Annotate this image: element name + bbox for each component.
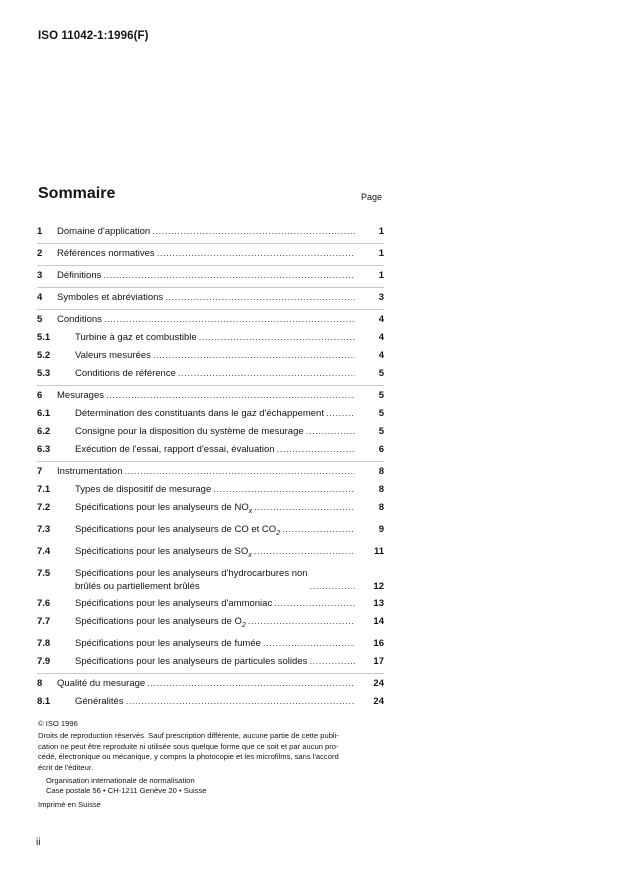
toc-entry-title-line: Spécifications pour les analyseurs d'hydrocarbures non bbox=[75, 567, 308, 579]
dot-leader bbox=[126, 693, 355, 711]
dot-leader bbox=[310, 580, 355, 593]
toc-entry-leader-group bbox=[75, 347, 358, 365]
toc-entry-title bbox=[57, 387, 104, 405]
toc-entry-title bbox=[75, 613, 246, 635]
page-number: ii bbox=[36, 837, 41, 848]
toc-entry bbox=[37, 347, 384, 365]
toc-entry-leader-group bbox=[75, 693, 358, 711]
toc-entry-leader-group bbox=[75, 521, 358, 543]
toc-entry-number: 8.1 bbox=[37, 695, 51, 707]
toc-entry-number: 6.3 bbox=[37, 444, 51, 455]
toc-entry-number: 8 bbox=[37, 677, 43, 689]
toc-entry-number: 5.2 bbox=[37, 350, 51, 361]
dot-leader bbox=[147, 675, 355, 693]
toc-entry-leader-group bbox=[57, 311, 358, 329]
toc-entry-title-text: Consigne pour la disposition du système de mesurage bbox=[75, 426, 304, 437]
toc-entry-title bbox=[75, 653, 307, 671]
toc-entry-title bbox=[57, 267, 101, 285]
toc-entry-title bbox=[75, 481, 211, 499]
toc-entry-page: 17 bbox=[373, 655, 384, 667]
toc-entry-title bbox=[75, 521, 280, 543]
dot-leader bbox=[248, 613, 355, 631]
toc-entry-number: 7.8 bbox=[37, 637, 51, 649]
toc-entry-number: 5.3 bbox=[37, 368, 51, 379]
toc-entry-title-text: Domaine d'application bbox=[57, 226, 151, 237]
toc-entry-number: 6.2 bbox=[37, 426, 51, 437]
copyright-block bbox=[38, 719, 388, 810]
toc-entry-leader-group bbox=[57, 223, 358, 241]
toc-entry-title-line: brûlés ou partiellement brûlés bbox=[75, 580, 200, 592]
toc-entry-page: 9 bbox=[378, 523, 384, 535]
toc-entry-title bbox=[57, 289, 163, 307]
rights-line: Droits de reproduction réservés. Sauf prescription différente, aucune partie de cette publi- bbox=[38, 731, 339, 741]
dot-leader bbox=[152, 223, 355, 241]
toc-entry-title-text: Généralités bbox=[75, 695, 124, 707]
toc-entry-title-text: Références normatives bbox=[57, 248, 155, 259]
toc-entry-leader-group bbox=[75, 653, 358, 671]
toc-entry-number: 7.1 bbox=[37, 484, 51, 495]
toc-entry bbox=[37, 311, 384, 329]
toc-entry-number: 3 bbox=[37, 270, 43, 281]
toc-entry-page: 8 bbox=[378, 484, 384, 495]
rights-line: cédé, électronique ou mécanique, y compris la photocopie et les microfilms, sans l'accord bbox=[38, 752, 339, 762]
toc-entry bbox=[37, 565, 384, 595]
copyright-symbol-line: © ISO 1996 bbox=[38, 719, 78, 728]
toc-entry bbox=[37, 463, 384, 481]
toc-entry-title bbox=[75, 543, 252, 565]
toc-entry bbox=[37, 481, 384, 499]
toc-entry-title bbox=[75, 693, 124, 711]
toc-entry-number: 6.1 bbox=[37, 408, 51, 419]
toc-entry-leader-group bbox=[75, 543, 358, 565]
toc-entry-title-text: Qualité du mesurage bbox=[57, 677, 146, 689]
toc-entry-number: 7.2 bbox=[37, 502, 51, 513]
toc-entry-number: 7 bbox=[37, 466, 43, 477]
toc-entry-title-text: Spécifications pour les analyseurs de NO bbox=[75, 502, 249, 513]
toc-entry bbox=[37, 423, 384, 441]
toc-entry-title-text: Symboles et abréviations bbox=[57, 292, 164, 303]
chemical-subscript: 2 bbox=[276, 529, 281, 537]
toc-entry-page: 8 bbox=[378, 466, 384, 477]
toc-entry bbox=[37, 329, 384, 347]
toc-entry-title-text: Valeurs mesurées bbox=[75, 350, 151, 361]
toc-entry-leader-group bbox=[75, 481, 358, 499]
toc-entry-leader-group bbox=[57, 289, 358, 307]
toc-entry-number: 7.6 bbox=[37, 597, 51, 609]
toc-entry-leader-group bbox=[57, 245, 358, 263]
dot-leader bbox=[326, 405, 355, 423]
toc-entry-leader-group bbox=[75, 365, 358, 383]
toc-entry-title-text: Exécution de l'essai, rapport d'essai, évaluation bbox=[75, 444, 275, 455]
toc-entry-number: 7.4 bbox=[37, 545, 51, 557]
chemical-subscript: 2 bbox=[241, 621, 246, 629]
toc-entry bbox=[37, 441, 384, 459]
toc-entry-page: 16 bbox=[373, 637, 384, 649]
toc-entry bbox=[37, 675, 384, 693]
toc-entry-title-text: Turbine à gaz et combustible bbox=[75, 332, 197, 343]
toc-entry bbox=[37, 387, 384, 405]
toc-entry bbox=[37, 245, 384, 263]
toc-entry-page: 4 bbox=[378, 332, 384, 343]
toc-entry bbox=[37, 521, 384, 543]
dot-leader bbox=[274, 595, 355, 613]
toc-entry-leader-group bbox=[75, 499, 358, 521]
toc-entry-title bbox=[57, 463, 122, 481]
organization-address: Case postale 56 • CH-1211 Genève 20 • Suisse bbox=[46, 786, 207, 796]
organization-name: Organisation internationale de normalisation bbox=[46, 776, 195, 786]
page-column-label: Page bbox=[361, 192, 383, 202]
toc-entry-leader-group bbox=[75, 613, 358, 635]
dot-leader bbox=[153, 347, 355, 365]
toc-entry-title-text: Spécifications pour les analyseurs d'ammoniac bbox=[75, 597, 273, 609]
toc-entry-leader-group bbox=[57, 267, 358, 285]
toc-entry-page: 1 bbox=[378, 248, 384, 259]
toc-entry-leader-group bbox=[57, 387, 358, 405]
toc-entry-title bbox=[57, 311, 102, 329]
chemical-subscript: x bbox=[248, 507, 253, 515]
toc-entry-page: 24 bbox=[373, 695, 384, 707]
toc-entry-title-text: Spécifications pour les analyseurs de CO et CO bbox=[75, 523, 277, 535]
toc-entry-number: 2 bbox=[37, 248, 43, 259]
toc-entry-page: 8 bbox=[378, 502, 384, 513]
rights-line: écrit de l'éditeur. bbox=[38, 762, 94, 772]
toc-entry-leader-group bbox=[75, 441, 358, 459]
toc-entry-title bbox=[75, 499, 252, 521]
toc-entry-number: 7.7 bbox=[37, 615, 51, 627]
dot-leader bbox=[199, 329, 355, 347]
toc-entry-title bbox=[75, 567, 308, 593]
dot-leader bbox=[124, 463, 355, 481]
dot-leader bbox=[263, 635, 355, 653]
toc-entry-page: 5 bbox=[378, 390, 384, 401]
toc-entry-page: 13 bbox=[373, 597, 384, 609]
toc-entry-title bbox=[75, 405, 324, 423]
toc-entry bbox=[37, 693, 384, 711]
toc-entry-number: 5.1 bbox=[37, 332, 51, 343]
toc-entry bbox=[37, 365, 384, 383]
rights-line: cation ne peut être reproduite ni utilisée sous quelque forme que ce soit et par aucun pro- bbox=[38, 741, 339, 751]
toc-entry-title bbox=[75, 365, 176, 383]
table-of-contents bbox=[37, 223, 384, 711]
toc-entry-page: 5 bbox=[378, 368, 384, 379]
dot-leader bbox=[277, 441, 355, 459]
toc-entry bbox=[37, 613, 384, 635]
toc-entry-title-text: Types de dispositif de mesurage bbox=[75, 484, 212, 495]
toc-entry bbox=[37, 267, 384, 285]
toc-entry-title-text: Spécifications pour les analyseurs de particules solides bbox=[75, 655, 308, 667]
toc-entry-title-text: Spécifications pour les analyseurs de O bbox=[75, 615, 242, 627]
dot-leader bbox=[106, 387, 355, 405]
toc-entry bbox=[37, 635, 384, 653]
document-id: ISO 11042-1:1996(F) bbox=[38, 30, 149, 42]
toc-entry-page: 5 bbox=[378, 408, 384, 419]
dot-leader bbox=[165, 289, 355, 307]
toc-entry-leader-group bbox=[75, 635, 358, 653]
toc-entry-leader-group bbox=[57, 463, 358, 481]
dot-leader bbox=[178, 365, 355, 383]
toc-entry bbox=[37, 499, 384, 521]
toc-entry-leader-group bbox=[75, 567, 358, 593]
dot-leader bbox=[254, 499, 355, 517]
toc-entry-title-text: Spécifications pour les analyseurs de fumée bbox=[75, 637, 261, 649]
toc-entry-page: 4 bbox=[378, 314, 384, 325]
toc-entry-title bbox=[57, 245, 155, 263]
toc-entry-number: 4 bbox=[37, 292, 43, 303]
toc-entry-title bbox=[75, 423, 304, 441]
toc-entry-page: 1 bbox=[378, 270, 384, 281]
toc-entry-page: 11 bbox=[373, 545, 384, 557]
toc-entry-page: 14 bbox=[373, 615, 384, 627]
toc-entry-page: 4 bbox=[378, 350, 384, 361]
toc-entry-title-text: Définitions bbox=[57, 270, 102, 281]
toc-entry-leader-group bbox=[57, 675, 358, 693]
dot-leader bbox=[282, 521, 355, 539]
toc-entry-title-text: Spécifications pour les analyseurs de SO bbox=[75, 545, 249, 557]
dot-leader bbox=[254, 543, 355, 561]
toc-entry bbox=[37, 405, 384, 423]
toc-entry-title-text: Conditions bbox=[57, 314, 102, 325]
toc-entry-leader-group bbox=[75, 595, 358, 613]
chemical-subscript: x bbox=[248, 551, 252, 559]
toc-entry bbox=[37, 223, 384, 241]
dot-leader bbox=[306, 423, 355, 441]
toc-entry-page: 5 bbox=[378, 426, 384, 437]
toc-entry-title bbox=[57, 223, 150, 241]
toc-entry-page: 6 bbox=[378, 444, 384, 455]
toc-entry bbox=[37, 543, 384, 565]
toc-entry-title bbox=[75, 329, 197, 347]
toc-entry-number: 7.3 bbox=[37, 523, 51, 535]
toc-entry-number: 7.5 bbox=[37, 567, 51, 579]
toc-entry bbox=[37, 595, 384, 613]
toc-entry bbox=[37, 653, 384, 671]
toc-title: Sommaire bbox=[38, 185, 116, 202]
dot-leader bbox=[213, 481, 355, 499]
toc-entry-title bbox=[75, 441, 275, 459]
dot-leader bbox=[309, 653, 355, 671]
toc-entry-number: 6 bbox=[37, 390, 43, 401]
toc-entry-title-text: Détermination des constituants dans le gaz d'échappement bbox=[75, 408, 324, 419]
toc-entry-page: 3 bbox=[378, 292, 384, 303]
toc-entry-title bbox=[75, 347, 151, 365]
dot-leader bbox=[104, 311, 355, 329]
toc-entry-title-text: Instrumentation bbox=[57, 466, 123, 477]
toc-entry-title-text: Conditions de référence bbox=[75, 368, 176, 379]
toc-entry-leader-group bbox=[75, 405, 358, 423]
toc-entry-page: 24 bbox=[373, 677, 384, 689]
toc-entry-leader-group bbox=[75, 329, 358, 347]
toc-entry-page: 1 bbox=[378, 226, 384, 237]
toc-entry-number: 7.9 bbox=[37, 655, 51, 667]
toc-entry-title bbox=[75, 635, 261, 653]
toc-entry bbox=[37, 289, 384, 307]
toc-entry-number: 1 bbox=[37, 226, 43, 237]
toc-entry-title bbox=[75, 595, 272, 613]
toc-entry-number: 5 bbox=[37, 314, 43, 325]
toc-entry-title-text: Mesurages bbox=[57, 390, 104, 401]
dot-leader bbox=[103, 267, 355, 285]
toc-entry-page: 12 bbox=[373, 580, 384, 592]
dot-leader bbox=[157, 245, 355, 263]
printed-in: Imprimé en Suisse bbox=[38, 799, 101, 809]
toc-entry-leader-group bbox=[75, 423, 358, 441]
toc-entry-title bbox=[57, 675, 145, 693]
